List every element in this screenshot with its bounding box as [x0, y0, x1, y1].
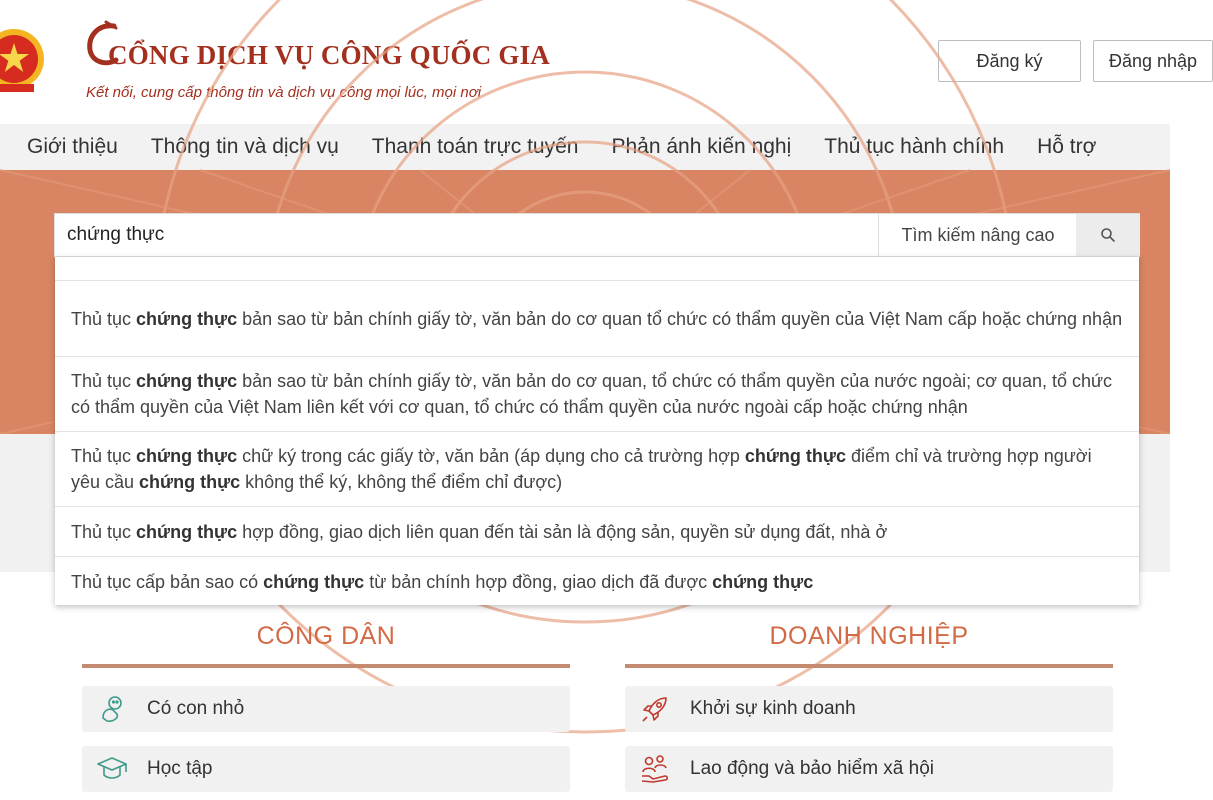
suggestion-text: hợp đồng, giao dịch liên quan đến tài sản là động sản, quyền sử dụng đất, nhà ở [237, 521, 888, 542]
suggestion-item[interactable] [55, 432, 1139, 507]
suggestion-text: chữ ký trong các giấy tờ, văn bản (áp dụng cho cả trường hợp [237, 446, 745, 466]
category-lao-dong-bhxh[interactable] [625, 746, 1113, 792]
category-co-con-nho[interactable] [82, 686, 570, 732]
suggestion-text: bản sao từ bản chính giấy tờ, văn bản do cơ quan tổ chức có thẩm quyền của Việt Nam cấp hoặc chứng nhận [237, 308, 1123, 329]
suggestion-match: chứng thực [263, 571, 365, 592]
site-title: CỔNG DỊCH VỤ CÔNG QUỐC GIA [108, 40, 550, 70]
suggestion-text: Thủ tục [71, 308, 137, 329]
baby-icon [96, 693, 128, 725]
nav-item-thu-tuc[interactable]: Thủ tục hành chính [824, 135, 1005, 158]
category-label: Lao động và bảo hiểm xã hội [690, 758, 935, 779]
search-icon [1100, 227, 1116, 243]
suggestion-item[interactable] [55, 557, 1139, 606]
register-button[interactable]: Đăng ký [938, 40, 1081, 82]
business-section-title: DOANH NGHIỆP [769, 622, 969, 650]
suggestion-match: chứng thực [744, 446, 846, 466]
category-label: Có con nhỏ [147, 698, 245, 719]
suggestion-item[interactable] [55, 357, 1139, 432]
site-header [0, 0, 1198, 124]
citizen-section-divider [82, 664, 570, 668]
search-suggestions [55, 257, 1139, 605]
search-bar [54, 213, 1140, 257]
main-nav [0, 124, 1170, 170]
nav-item-phan-anh[interactable]: Phản ánh kiến nghị [611, 135, 792, 158]
category-label: Học tập [147, 758, 213, 779]
suggestion-text: từ bản chính hợp đồng, giao dịch đã được [364, 571, 713, 592]
suggestion-text: Thủ tục [71, 521, 137, 542]
suggestion-match: chứng thực [136, 446, 238, 466]
search-input[interactable] [55, 214, 877, 256]
graduation-cap-icon [96, 753, 128, 785]
category-khoi-su-kinh-doanh[interactable] [625, 686, 1113, 732]
workers-icon [639, 753, 671, 785]
nav-item-thanh-toan[interactable]: Thanh toán trực tuyến [371, 135, 579, 158]
suggestion-match: chứng thực [712, 571, 814, 592]
nav-item-ho-tro[interactable]: Hỗ trợ [1037, 135, 1097, 158]
login-button[interactable]: Đăng nhập [1093, 40, 1213, 82]
suggestion-text: điểm chỉ và trường hợp người yêu cầu [71, 446, 1092, 492]
suggestion-match: chứng thực [136, 308, 238, 329]
category-label: Khởi sự kinh doanh [690, 698, 856, 719]
suggestion-text: Thủ tục [71, 371, 137, 391]
national-emblem-icon [0, 14, 46, 104]
advanced-search-button[interactable]: Tìm kiếm nâng cao [878, 214, 1077, 256]
nav-item-thong-tin-dich-vu[interactable]: Thông tin và dịch vụ [150, 135, 339, 158]
nav-item-gioi-thieu[interactable]: Giới thiệu [27, 135, 118, 158]
suggestion-item[interactable] [55, 281, 1139, 357]
suggestion-text: không thể ký, không thể điểm chỉ được) [240, 472, 563, 492]
rocket-icon [639, 693, 671, 725]
suggestion-text: Thủ tục cấp bản sao có [71, 571, 264, 592]
category-hoc-tap[interactable] [82, 746, 570, 792]
suggestion-item[interactable] [55, 507, 1139, 557]
suggestion-match: chứng thực [136, 521, 238, 542]
suggestion-match: chứng thực [139, 472, 241, 492]
search-button[interactable] [1076, 214, 1140, 256]
business-section-divider [625, 664, 1113, 668]
suggestion-text: bản sao từ bản chính giấy tờ, văn bản do cơ quan, tổ chức có thẩm quyền của nước ngoài; cơ quan, tổ chức có thẩm quyền của Việt Nam liên kết với cơ quan, tổ chức có thẩm quyền của nước ngoài cấp hoặc chứng nhận [71, 371, 1113, 417]
site-tagline: Kết nối, cung cấp thông tin và dịch vụ công mọi lúc, mọi nơi [86, 84, 482, 101]
citizen-section-title: CÔNG DÂN [256, 622, 396, 650]
suggestion-match: chứng thực [136, 371, 238, 391]
suggestion-text: Thủ tục [71, 446, 137, 466]
